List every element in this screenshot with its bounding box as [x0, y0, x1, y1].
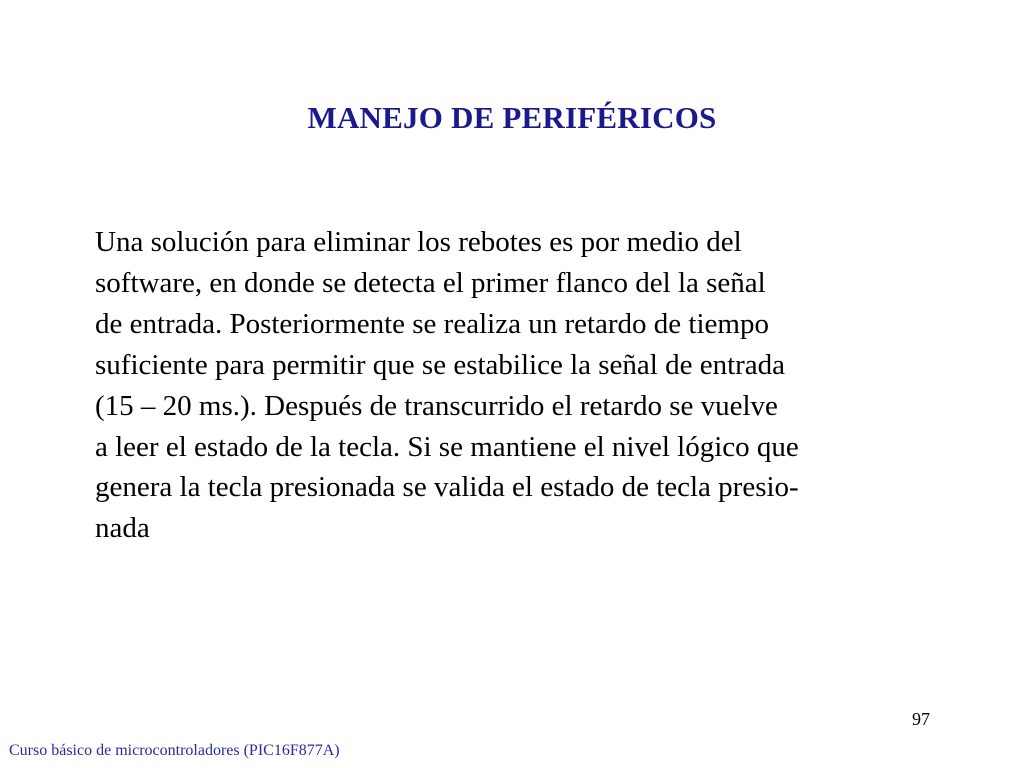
body-paragraph — [95, 222, 935, 549]
footer-course-title: Curso básico de microcontroladores (PIC16F877A) — [9, 742, 340, 759]
body-line-5: (15 – 20 ms.). Después de transcurrido el retardo se vuelve — [95, 389, 778, 422]
body-line-2: software, en donde se detecta el primer flanco del la señal — [95, 266, 766, 299]
slide-title: MANEJO DE PERIFÉRICOS — [307, 100, 717, 135]
page-number: 97 — [912, 709, 930, 729]
body-line-6: a leer el estado de la tecla. Si se mantiene el nivel lógico que — [95, 430, 799, 463]
body-line-8: nada — [95, 512, 150, 545]
body-line-3: de entrada. Posteriormente se realiza un retardo de tiempo — [95, 307, 769, 340]
body-line-1: Una solución para eliminar los rebotes es por medio del — [95, 226, 742, 258]
body-line-4: suficiente para permitir que se estabilice la señal de entrada — [95, 348, 786, 381]
body-line-7: genera la tecla presionada se valida el estado de tecla presio- — [95, 471, 799, 504]
